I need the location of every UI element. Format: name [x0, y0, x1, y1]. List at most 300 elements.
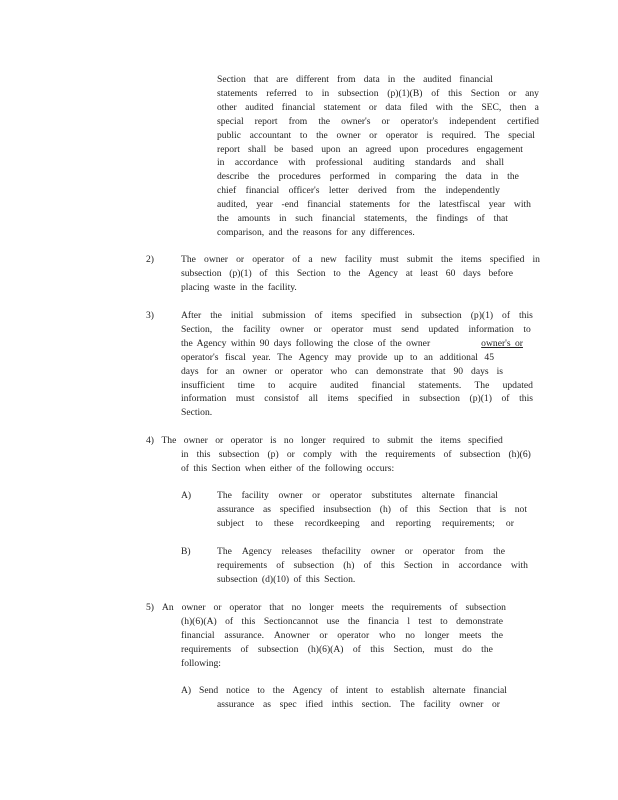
word: The: [474, 379, 490, 391]
word: for: [398, 199, 410, 211]
item-4b-paragraph: [217, 545, 532, 587]
word: statement: [323, 101, 361, 113]
word: section.: [361, 698, 392, 710]
word: submission: [262, 310, 306, 321]
word: l: [407, 615, 410, 627]
text-line: [217, 503, 527, 517]
word: subsection: [465, 602, 506, 613]
word: An: [161, 602, 174, 613]
word: latestfiscal: [439, 199, 481, 211]
word: before: [488, 267, 513, 279]
word: to: [305, 87, 313, 99]
word: this: [380, 559, 395, 571]
word: spec: [279, 698, 297, 710]
word: days: [471, 365, 489, 377]
word: based: [291, 143, 314, 155]
word: specified: [489, 254, 525, 265]
word: subsection: [419, 393, 460, 405]
word: this: [370, 643, 385, 655]
word: The: [217, 490, 232, 501]
item-2-paragraph: [181, 253, 541, 295]
word: recordkeeping: [304, 517, 360, 529]
word: year: [256, 199, 273, 211]
word: all: [308, 393, 319, 405]
word: of: [443, 448, 452, 460]
text-line: [217, 73, 493, 87]
word: the: [257, 171, 270, 183]
word: submit: [387, 435, 414, 446]
word: must: [372, 323, 392, 335]
word: auditing: [373, 157, 405, 169]
word: at: [405, 267, 413, 279]
word: to: [523, 323, 531, 335]
word: of: [259, 267, 268, 279]
word: acquire: [288, 379, 317, 391]
word: longer: [309, 602, 334, 613]
word: to: [440, 615, 448, 627]
text-line: following:: [181, 657, 221, 669]
word: days: [463, 267, 481, 279]
word: ified: [305, 698, 323, 710]
text-line: [181, 267, 513, 281]
word: items: [327, 393, 349, 405]
text-line: [217, 559, 528, 573]
word: report: [254, 115, 278, 127]
text-line: [181, 684, 507, 698]
item-2-number: 2): [146, 254, 154, 265]
word: filed: [409, 101, 428, 113]
word: as: [263, 503, 272, 515]
word: of: [431, 87, 440, 99]
word: Section: [217, 74, 246, 85]
word: to: [372, 435, 380, 446]
word: the: [210, 310, 222, 321]
word: the: [348, 267, 361, 279]
text-line: [217, 489, 498, 503]
word: to: [409, 351, 418, 363]
word: operator's: [400, 115, 439, 127]
word: insubsection: [323, 503, 372, 515]
word: facility: [423, 698, 451, 710]
word: alternate: [432, 685, 466, 696]
word: or: [215, 435, 224, 446]
word: report: [217, 143, 240, 155]
word: letter: [328, 185, 349, 197]
item-4-paragraph: [146, 434, 536, 476]
word: items: [439, 435, 461, 446]
word: 45: [484, 351, 494, 363]
word: of: [449, 602, 458, 613]
text-line: placing waste in the facility.: [181, 281, 297, 293]
word: independent: [449, 115, 496, 127]
word: an: [348, 143, 358, 155]
word: requirements: [391, 602, 442, 613]
word: with: [340, 448, 358, 460]
word: in: [321, 87, 330, 99]
word: or: [368, 101, 377, 113]
word: updated: [502, 379, 533, 391]
word: officer's: [288, 185, 320, 197]
text-line: [181, 309, 533, 323]
word: of: [276, 559, 285, 571]
word: financial: [371, 379, 406, 391]
word: facility: [241, 490, 269, 501]
word: statements,: [364, 213, 407, 225]
intro-paragraph: [217, 73, 540, 240]
word: subsection: [337, 87, 379, 99]
word: of: [240, 643, 249, 655]
word: (p)(1): [229, 267, 252, 279]
word: subject: [217, 517, 245, 529]
word: for: [206, 365, 218, 377]
word: independently: [445, 185, 500, 197]
word: operator: [290, 365, 323, 377]
word: time: [237, 379, 255, 391]
word: procedures: [426, 143, 469, 155]
word: statements: [217, 87, 258, 99]
text-line: [217, 129, 535, 143]
word: a: [308, 254, 313, 265]
word: Section: [439, 503, 468, 515]
word: who: [378, 629, 396, 641]
word: is: [499, 503, 507, 515]
word: different: [296, 74, 329, 85]
word: certified: [506, 115, 539, 127]
word: substitutes: [371, 490, 412, 501]
text-line: [181, 337, 523, 351]
word: that: [431, 365, 446, 377]
word: statements: [349, 199, 391, 211]
text-line: [181, 448, 531, 462]
word: from: [396, 185, 415, 197]
word: of: [314, 310, 323, 321]
word: is: [270, 435, 277, 446]
word: insufficient: [181, 379, 225, 391]
word: new: [320, 254, 337, 265]
text-line: [217, 212, 508, 226]
word: as: [262, 698, 271, 710]
word: meets: [459, 629, 482, 641]
word: any: [525, 87, 539, 99]
word: this: [241, 615, 256, 627]
word: A): [181, 685, 192, 696]
word: demonstrate: [376, 365, 424, 377]
word: subsection: [218, 448, 260, 460]
word: updated: [428, 323, 459, 335]
word: thefacility: [322, 546, 361, 557]
word: inthis: [331, 698, 353, 710]
word: comply: [303, 448, 332, 460]
word: a: [534, 101, 539, 113]
word: The: [161, 435, 177, 446]
word: specified: [358, 393, 393, 405]
word: data: [363, 74, 380, 85]
word: operator: [230, 435, 263, 446]
word: findings: [436, 213, 468, 225]
word: upon: [399, 143, 419, 155]
word: subsection: [257, 643, 299, 655]
word: or: [319, 629, 328, 641]
text-line: [217, 87, 539, 101]
word: such: [295, 213, 313, 225]
word: to: [299, 129, 308, 141]
word: of: [502, 310, 511, 321]
word: Anowner: [273, 629, 310, 641]
word: in: [387, 74, 396, 85]
word: subsection: [181, 267, 222, 279]
word: chief: [217, 185, 237, 197]
word: The: [217, 546, 232, 557]
word: data: [465, 171, 482, 183]
word: requirements;: [442, 517, 495, 529]
word: up: [393, 351, 404, 363]
word: assurance: [217, 503, 255, 515]
word: (h)(6)(A): [181, 615, 217, 627]
word: an: [225, 365, 235, 377]
word: special: [508, 129, 535, 141]
word: in: [441, 559, 450, 571]
word: and: [370, 517, 385, 529]
word: or: [508, 87, 517, 99]
word: facility: [344, 254, 372, 265]
text-line: [181, 351, 494, 365]
word: owner's: [341, 115, 371, 127]
word: of: [476, 213, 485, 225]
word: The: [399, 698, 415, 710]
word: owner: [459, 698, 484, 710]
word: audited: [245, 101, 274, 113]
word: requirements: [181, 643, 232, 655]
word: an: [423, 351, 433, 363]
word: owner: [370, 546, 395, 557]
word: the: [441, 254, 453, 265]
word: of: [399, 503, 408, 515]
word: the: [481, 643, 493, 655]
text-line: comparison, and the reasons for any differences.: [217, 226, 415, 238]
word: accordance: [234, 157, 278, 169]
word: must: [380, 254, 399, 265]
word: operator: [252, 254, 285, 265]
word: Agency: [368, 267, 398, 279]
word: upon: [321, 143, 341, 155]
word: (p)(1)(B): [387, 87, 423, 99]
word: operator: [329, 490, 362, 501]
text-line: of this Section when either of the following occurs:: [181, 462, 395, 474]
word: The: [277, 351, 293, 363]
word: owner: [242, 365, 267, 377]
text-line: [217, 545, 505, 559]
word: in: [404, 310, 413, 321]
word: or: [491, 698, 500, 710]
word: the: [272, 685, 285, 696]
word: required: [332, 435, 365, 446]
text-line: [217, 184, 500, 198]
word: (p)(1): [470, 310, 494, 321]
word: Sectioncannot: [263, 615, 319, 627]
word: the: [493, 546, 505, 557]
word: days: [181, 365, 199, 377]
word: other: [217, 101, 237, 113]
word: least: [420, 267, 439, 279]
word: these: [273, 517, 294, 529]
word: audited,: [217, 199, 248, 211]
word: derived: [358, 185, 387, 197]
word: the: [371, 602, 384, 613]
word: with: [288, 157, 306, 169]
word: financial: [245, 185, 280, 197]
word: not: [514, 503, 527, 515]
word: owner: [336, 129, 361, 141]
word: or: [369, 129, 378, 141]
word: the: [507, 171, 519, 183]
word: standards: [414, 157, 452, 169]
text-line: [217, 170, 519, 184]
word: to: [333, 267, 341, 279]
word: in: [217, 157, 225, 169]
word: describe: [217, 171, 249, 183]
word: items: [331, 310, 353, 321]
text-line: [181, 643, 493, 657]
word: referred: [266, 87, 297, 99]
word: additional: [439, 351, 478, 363]
word: in: [402, 393, 410, 405]
word: information: [468, 323, 514, 335]
word: this: [196, 448, 211, 460]
word: or: [312, 490, 321, 501]
word: information: [181, 393, 227, 405]
text-line: [217, 143, 523, 157]
word: assurance.: [224, 629, 265, 641]
word: audited: [330, 379, 359, 391]
word: (p): [267, 448, 279, 460]
word: special: [217, 115, 244, 127]
word: subsection: [459, 448, 501, 460]
word: in: [181, 448, 189, 460]
item-5-paragraph: [146, 601, 536, 671]
word: with: [513, 199, 531, 211]
word: assurance: [217, 698, 255, 710]
word: facility: [243, 323, 271, 335]
word: longer: [424, 629, 450, 641]
word: that: [253, 74, 269, 85]
word: financial: [281, 101, 316, 113]
text-line: [217, 115, 539, 129]
word: subsection: [293, 559, 335, 571]
word: no: [283, 435, 294, 446]
word: is: [496, 365, 503, 377]
text-line: [181, 365, 503, 379]
word: with: [435, 101, 453, 113]
word: to: [257, 685, 265, 696]
word: that: [476, 503, 491, 515]
word: financial: [464, 490, 498, 501]
word: then: [509, 101, 527, 113]
word: the: [221, 323, 234, 335]
word: (p)(1): [469, 393, 492, 405]
word: this: [519, 393, 533, 405]
item-5a-paragraph: [181, 684, 521, 712]
word: owner: [204, 254, 228, 265]
word: Send: [199, 685, 219, 696]
word: the: [318, 115, 331, 127]
word: data: [385, 101, 402, 113]
word: specified: [468, 435, 503, 446]
word: SEC,: [481, 101, 502, 113]
text-line: [217, 101, 539, 115]
word: from: [337, 74, 356, 85]
word: Section,: [393, 643, 425, 655]
word: with: [510, 559, 528, 571]
word: financial: [307, 199, 341, 211]
word: the: [461, 101, 473, 113]
item-4b-number: B): [181, 546, 191, 557]
word: in: [532, 254, 540, 265]
word: releases: [281, 546, 313, 557]
word: establish: [391, 685, 425, 696]
word: or: [274, 365, 283, 377]
word: to: [268, 379, 276, 391]
word: the: [365, 448, 378, 460]
word: operator: [331, 323, 364, 335]
word: required.: [441, 129, 476, 141]
word: demonstrate: [456, 615, 503, 627]
word: operator: [337, 629, 370, 641]
word: meets: [341, 602, 364, 613]
word: procedures: [278, 171, 321, 183]
word: that: [493, 213, 508, 225]
word: 90: [453, 365, 464, 377]
word: financia: [368, 615, 399, 627]
word: provide: [358, 351, 388, 363]
word: Agency: [241, 546, 272, 557]
word: from: [288, 115, 308, 127]
word: engagement: [476, 143, 523, 155]
text-line: [181, 629, 503, 643]
word: reporting: [395, 517, 431, 529]
word: in: [278, 213, 287, 225]
text-line: [181, 323, 531, 337]
word: the: [347, 615, 360, 627]
word: fiscal: [224, 351, 246, 363]
word: requirements: [217, 559, 268, 571]
word: may: [334, 351, 352, 363]
word: are: [276, 74, 289, 85]
word: no: [291, 602, 302, 613]
text-segment: the Agency within 90 days following the close of the owner: [181, 337, 431, 349]
word: statements.: [418, 379, 462, 391]
word: agreed: [365, 143, 392, 155]
word: from: [464, 546, 484, 557]
word: operator: [385, 129, 418, 141]
item-3-paragraph: [181, 309, 536, 420]
word: After: [181, 310, 202, 321]
word: items: [460, 254, 482, 265]
word: do: [462, 643, 472, 655]
word: shall: [485, 157, 504, 169]
text-line: subsection (d)(10) of this Section.: [217, 573, 356, 585]
word: is: [426, 129, 433, 141]
word: The: [181, 254, 196, 265]
word: operator's: [181, 351, 219, 363]
word: the: [491, 629, 503, 641]
text-line: [181, 392, 533, 406]
word: the: [420, 435, 433, 446]
word: consistof: [264, 393, 299, 405]
word: this: [275, 267, 290, 279]
word: or: [313, 323, 322, 335]
word: Section: [470, 87, 500, 99]
text-line: [217, 156, 504, 170]
